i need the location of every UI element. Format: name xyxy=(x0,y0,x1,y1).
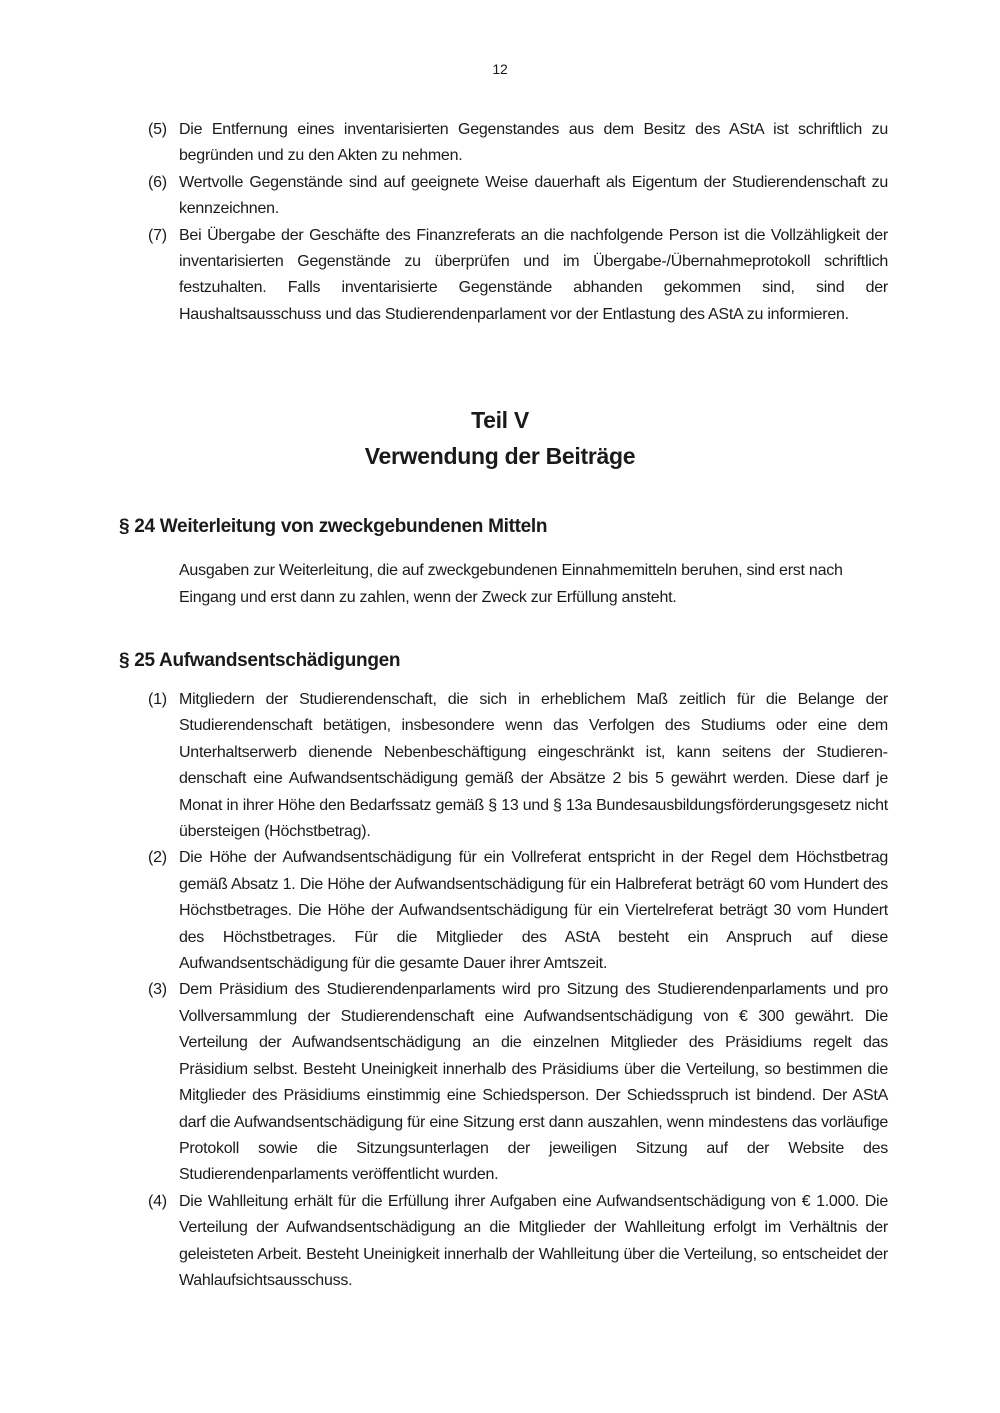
item-text: Die Wahlleitung erhält für die Erfüllung ihrer Aufgaben eine Aufwandsentschädigung von € 1.000. Die Verteilung der Aufwandsentschädigung an die Mitglieder der Wahlleitung erfolgt im Verhältnis der geleisteten Arbeit. Besteht Uneinigkeit innerhalb der Wahlleitung über die Verteilung, so entscheidet der Wahlaufsichtsausschuss. xyxy=(179,1192,888,1289)
list-item xyxy=(148,1189,888,1295)
item-text: Mitgliedern der Studierendenschaft, die sich in erheblichem Maß zeitlich für die Belange der Studierendenschaft betätigen, insbesondere wenn das Verfolgen des Studiums oder eine dem Unterhaltserwerb dienende Nebenbeschäftigung eingeschränkt ist, kann seitens der Studierendenschaft eine Aufwandsentschädigung gemäß der Absätze 2 bis 5 gewährt werden. Diese darf je Monat in ihrer Höhe den Bedarfssatz gemäß § 13 und § 13a Bundesausbildungsförderungsgesetz nicht übersteigen (Höchstbetrag). xyxy=(179,691,888,841)
item-text: Die Entfernung eines inventarisierten Gegenstandes aus dem Besitz des AStA ist schriftlich zu begründen und zu den Akten zu nehmen. xyxy=(179,121,888,165)
item-number: (5) xyxy=(148,121,167,138)
list-item xyxy=(148,687,888,845)
item-number: (4) xyxy=(148,1192,167,1210)
section-24-text: Ausgaben zur Weiterleitung, die auf zweckgebundenen Einnahmemitteln beruhen, sind erst nach Eingang und erst dann zu zahlen, wenn der Zweck zur Erfüllung ansteht. xyxy=(179,562,843,606)
item-number: (2) xyxy=(148,849,167,867)
item-text: Die Höhe der Aufwandsentschädigung für ein Vollreferat entspricht in der Regel dem Höchstbetrag gemäß Absatz 1. Die Höhe der Aufwandsentschädigung für ein Halbreferat beträgt 60 vom Hundert des Höchstbetrages. Die Höhe der Aufwandsentschädigung für ein Viertelreferat beträgt 30 vom Hundert des Höchstbetrages. Für die Mitglieder des AStA besteht ein Anspruch auf diese Aufwandsentschädigung für die gesamte Dauer ihrer Amtszeit. xyxy=(179,849,888,973)
section-25-heading: § 25 Aufwandsentschädigungen xyxy=(119,650,401,671)
item-number: (7) xyxy=(148,226,167,244)
section-25-list xyxy=(148,687,888,1294)
list-item xyxy=(148,117,888,170)
item-number: (1) xyxy=(148,691,167,708)
list-item xyxy=(148,223,888,329)
list-item xyxy=(148,170,888,223)
part-title: Teil V xyxy=(471,407,529,433)
list-item xyxy=(148,977,888,1188)
section-24-heading: § 24 Weiterleitung von zweckgebundenen Mitteln xyxy=(119,516,548,537)
item-text: Bei Übergabe der Geschäfte des Finanzreferats an die nachfolgende Person ist die Vollzähligkeit der inventarisierten Gegenstände zu überprüfen und im Übergabe-/Übernahmeprotokoll schriftlich festzuhalten. Falls inventarisierte Gegenstände abhanden gekommen sind, sind der Haushaltsausschuss und das Studierendenparlament vor der Entlastung des AStA zu informieren. xyxy=(179,226,888,323)
part-subtitle: Verwendung der Beiträge xyxy=(364,443,636,469)
item-text: Dem Präsidium des Studierendenparlaments wird pro Sitzung des Studierendenparlaments und pro Vollversammlung der Studierendenschaft eine Aufwandsentschädigung von € 300 gewährt. Die Verteilung der Aufwandsentschädigung an die einzelnen Mitglieder des Präsidiums regelt das Präsidium selbst. Besteht Uneinigkeit innerhalb des Präsidiums über die Verteilung, so bestimmen die Mitglieder des Präsidiums einstimmig eine Schiedsperson. Der Schiedsspruch ist bindend. Der AStA darf die Aufwandsentschädigung für eine Sitzung erst dann auszahlen, wenn mindestens das vorläufige Protokoll sowie die Sitzungsunterlagen der jeweiligen Sitzung auf der Website des Studierendenparlaments veröffentlicht wurden. xyxy=(179,981,888,1184)
item-text: Wertvolle Gegenstände sind auf geeignete Weise dauerhaft als Eigentum der Studierendenschaft zu kennzeichnen. xyxy=(179,173,888,218)
list-item xyxy=(148,845,888,977)
item-number: (3) xyxy=(148,981,167,999)
page-number: 12 xyxy=(492,61,508,77)
inventory-paragraph-list xyxy=(148,117,888,328)
item-number: (6) xyxy=(148,173,167,191)
